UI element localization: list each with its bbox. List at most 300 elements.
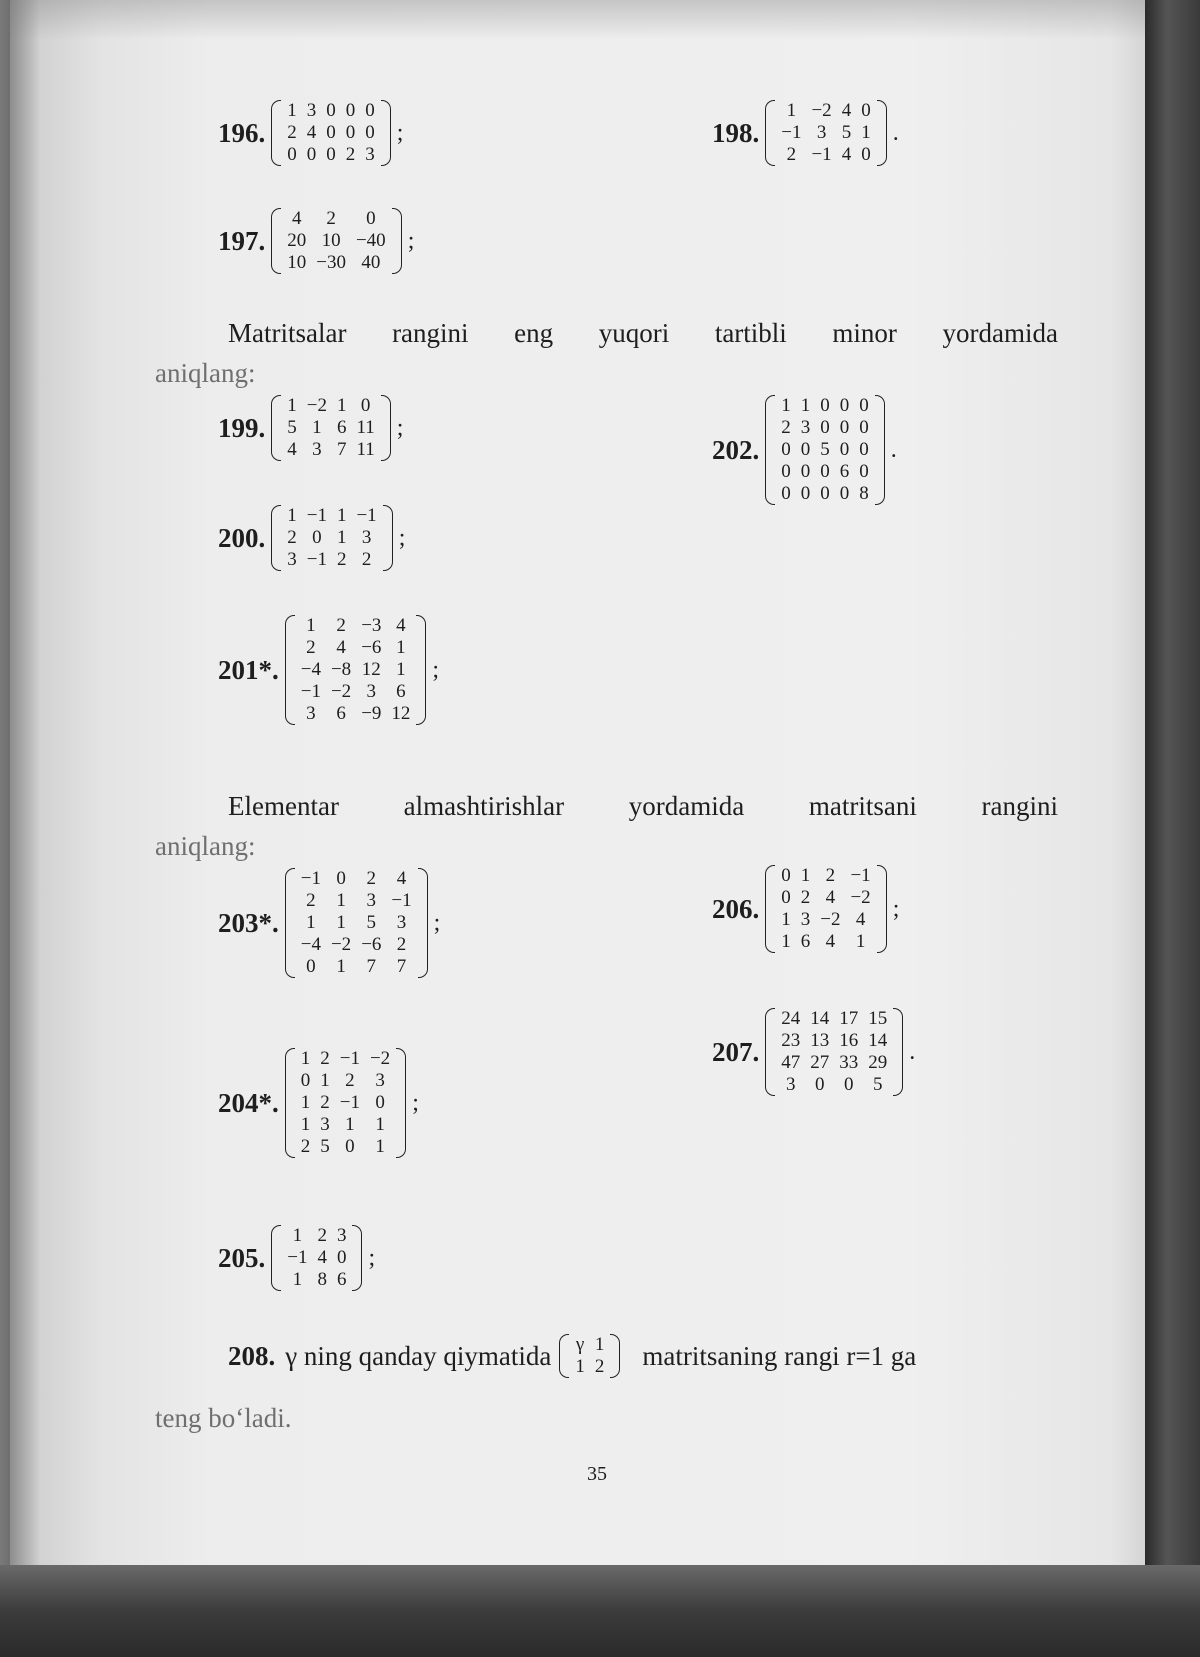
matrix — [271, 505, 392, 571]
matrix-cell: 1 — [320, 1070, 330, 1091]
matrix-cell: 16 — [839, 1030, 859, 1051]
matrix-row — [282, 1247, 351, 1269]
punctuation: ; — [432, 656, 440, 683]
matrix-row — [282, 549, 381, 571]
matrix-table — [282, 208, 390, 274]
matrix-table — [282, 395, 380, 461]
punctuation: ; — [396, 414, 404, 441]
matrix-row — [776, 1074, 892, 1096]
matrix-cell: 0 — [365, 100, 375, 121]
matrix-cell: 8 — [859, 483, 869, 504]
matrix-row — [296, 912, 417, 934]
matrix-cell: 1 — [781, 395, 791, 416]
matrix-row — [296, 659, 416, 681]
matrix-cell: 4 — [841, 144, 852, 165]
matrix-row — [296, 1092, 395, 1114]
problem-198 — [712, 100, 899, 166]
punctuation: ; — [412, 1089, 419, 1116]
problem-number: 207. — [712, 1036, 760, 1067]
matrix — [271, 100, 391, 166]
word: yuqori — [598, 318, 670, 348]
bottom-page-edge — [0, 1565, 1200, 1657]
matrix — [271, 208, 401, 274]
matrix-cell: −1 — [287, 1247, 308, 1268]
matrix-table — [282, 1225, 351, 1291]
matrix-cell: 1 — [375, 1114, 385, 1135]
matrix-row — [282, 417, 380, 439]
matrix-cell: 2 — [345, 144, 356, 165]
problem-208-text-before: γ ning qanday qiymatida — [285, 1340, 552, 1371]
matrix-cell: 2 — [345, 1070, 355, 1091]
matrix-cell: 1 — [300, 1092, 311, 1113]
matrix-cell: 5 — [366, 912, 377, 933]
matrix-cell: 0 — [820, 461, 830, 482]
matrix-cell: 4 — [396, 615, 406, 636]
matrix-cell: 47 — [781, 1052, 801, 1073]
problem-208-line2: teng bo‘ladi. — [155, 1403, 292, 1433]
matrix-cell: 1 — [306, 912, 316, 933]
word: yordamida — [628, 791, 745, 821]
matrix-row — [776, 1008, 892, 1030]
matrix-cell: 29 — [868, 1052, 888, 1073]
matrix-cell: −9 — [361, 703, 382, 724]
matrix-row — [776, 417, 874, 439]
matrix-cell: 0 — [306, 956, 316, 977]
matrix-cell: 1 — [855, 931, 866, 952]
matrix-row — [570, 1334, 609, 1356]
matrix-cell: 4 — [855, 909, 866, 930]
matrix-cell: 0 — [375, 1092, 385, 1113]
matrix — [765, 1008, 903, 1096]
matrix-cell: 4 — [317, 1247, 327, 1268]
matrix-cell: −8 — [330, 659, 352, 680]
matrix-cell: 8 — [317, 1269, 327, 1290]
matrix-cell: 0 — [312, 527, 322, 548]
matrix-cell: 14 — [868, 1030, 888, 1051]
word: minor — [832, 318, 897, 348]
matrix-cell: 2 — [326, 208, 336, 229]
punctuation: . — [892, 119, 899, 146]
matrix-cell: 15 — [868, 1008, 888, 1029]
matrix-row — [776, 100, 875, 122]
matrix-cell: −1 — [300, 681, 321, 702]
problem-197 — [218, 208, 414, 274]
matrix-cell: 0 — [820, 395, 830, 416]
matrix-row — [282, 1269, 351, 1291]
matrix — [285, 868, 428, 978]
matrix-cell: 2 — [300, 1136, 311, 1157]
matrix-cell: 2 — [336, 549, 347, 570]
matrix-cell: 40 — [361, 252, 381, 273]
matrix-cell: 1 — [345, 1114, 355, 1135]
problem-201 — [218, 615, 439, 725]
matrix-cell: 1 — [312, 417, 322, 438]
matrix-cell: −2 — [811, 100, 832, 121]
matrix-cell: 0 — [839, 439, 850, 460]
top-shadow — [10, 0, 1145, 40]
matrix-row — [282, 208, 390, 230]
matrix-cell: 13 — [810, 1030, 830, 1051]
matrix-row — [282, 395, 380, 417]
matrix-cell: 10 — [287, 252, 307, 273]
matrix-table — [296, 1048, 395, 1158]
word: matritsani — [808, 791, 917, 821]
matrix-row — [296, 956, 417, 978]
problem-207 — [712, 1008, 915, 1096]
matrix-row — [776, 144, 875, 166]
matrix-cell: −2 — [820, 909, 841, 930]
matrix-row — [776, 483, 874, 505]
matrix-cell: −30 — [316, 252, 346, 273]
matrix-row — [296, 1114, 395, 1136]
matrix-cell: 1 — [396, 659, 406, 680]
matrix-row — [776, 865, 875, 887]
matrix-cell: 0 — [820, 483, 830, 504]
matrix-cell: 4 — [825, 887, 836, 908]
matrix-row — [282, 439, 380, 461]
matrix-row — [296, 1048, 395, 1070]
matrix-cell: 6 — [336, 417, 347, 438]
problem-205 — [218, 1225, 375, 1291]
matrix-row — [296, 703, 416, 725]
matrix-cell: 3 — [396, 912, 407, 933]
matrix-cell: 0 — [326, 122, 336, 143]
matrix-cell: 0 — [800, 483, 811, 504]
matrix-cell: 2 — [781, 417, 791, 438]
punctuation: . — [890, 436, 897, 463]
matrix-cell: 3 — [366, 890, 377, 911]
matrix-cell: 0 — [365, 122, 375, 143]
matrix-cell: 11 — [356, 417, 375, 438]
matrix-cell: 0 — [345, 1136, 355, 1157]
matrix-cell: 0 — [366, 208, 376, 229]
matrix-cell: −1 — [339, 1048, 360, 1069]
matrix-cell: 17 — [839, 1008, 859, 1029]
matrix-cell: 0 — [781, 439, 791, 460]
punctuation: ; — [433, 909, 441, 936]
matrix-cell: 4 — [841, 100, 852, 121]
matrix-cell: 2 — [396, 934, 407, 955]
matrix-cell: 0 — [306, 144, 317, 165]
matrix-cell: 1 — [292, 1269, 303, 1290]
matrix-table — [570, 1334, 609, 1378]
matrix-cell: 5 — [287, 417, 297, 438]
matrix-cell: 0 — [839, 483, 850, 504]
matrix-cell: 0 — [336, 1247, 347, 1268]
matrix-cell: 1 — [336, 912, 346, 933]
matrix-cell: 1 — [781, 931, 791, 952]
matrix-row — [776, 887, 875, 909]
intro-minor-line1 — [228, 315, 1058, 351]
matrix-cell: 0 — [300, 1070, 311, 1091]
matrix-cell: −1 — [391, 890, 412, 911]
matrix-cell: 5 — [320, 1136, 330, 1157]
matrix-cell: 7 — [336, 439, 347, 460]
matrix-cell: 10 — [321, 230, 341, 251]
word: rangini — [392, 318, 469, 348]
matrix-cell: 14 — [810, 1008, 830, 1029]
matrix-row — [776, 122, 875, 144]
matrix-cell: 0 — [859, 439, 869, 460]
matrix-cell: 0 — [859, 461, 869, 482]
matrix-cell: 3 — [786, 1074, 796, 1095]
matrix-cell: 20 — [287, 230, 307, 251]
matrix-row — [282, 100, 380, 122]
matrix-cell: 4 — [396, 868, 407, 889]
matrix-cell: 0 — [781, 461, 791, 482]
matrix-cell: 2 — [306, 890, 316, 911]
matrix-cell: 1 — [287, 395, 297, 416]
matrix-cell: 1 — [336, 527, 347, 548]
matrix-cell: 2 — [366, 868, 377, 889]
matrix-cell: 4 — [306, 122, 317, 143]
matrix-cell: 1 — [375, 1136, 385, 1157]
matrix-cell: −2 — [850, 887, 871, 908]
matrix-cell: 4 — [292, 208, 302, 229]
word: tartibli — [714, 318, 787, 348]
matrix-cell: 2 — [336, 615, 346, 636]
matrix-row — [776, 439, 874, 461]
matrix — [765, 395, 885, 505]
problem-number: 198. — [712, 117, 760, 148]
matrix-row — [776, 1030, 892, 1052]
matrix-cell: 11 — [356, 439, 375, 460]
matrix-cell: 1 — [336, 890, 346, 911]
punctuation: . — [909, 1038, 916, 1065]
word: Elementar — [228, 791, 339, 821]
matrix-cell: 2 — [287, 122, 297, 143]
matrix-cell: −2 — [330, 681, 352, 702]
matrix-row — [282, 527, 381, 549]
matrix-cell: 0 — [800, 439, 811, 460]
matrix-cell: 1 — [306, 615, 316, 636]
matrix-cell: 2 — [287, 527, 297, 548]
matrix-cell: 3 — [366, 681, 377, 702]
matrix-cell: −2 — [330, 934, 352, 955]
matrix-cell: 33 — [839, 1052, 859, 1073]
matrix-cell: −40 — [355, 230, 386, 251]
matrix-row — [570, 1356, 609, 1378]
matrix-cell: 3 — [800, 909, 811, 930]
matrix-cell: 2 — [320, 1048, 330, 1069]
matrix-row — [282, 505, 381, 527]
matrix-cell: 12 — [361, 659, 381, 680]
matrix-row — [776, 931, 875, 953]
matrix-cell: 6 — [336, 703, 346, 724]
word: eng — [514, 318, 554, 348]
matrix — [285, 615, 427, 725]
matrix-cell: −1 — [781, 122, 802, 143]
matrix — [765, 100, 886, 166]
matrix-cell: 1 — [786, 100, 797, 121]
matrix-cell: 3 — [336, 1225, 347, 1246]
matrix-row — [776, 1052, 892, 1074]
punctuation: ; — [407, 227, 415, 254]
problem-number: 199. — [218, 412, 266, 443]
matrix — [271, 395, 391, 461]
matrix-row — [776, 395, 874, 417]
matrix-cell: 27 — [810, 1052, 830, 1073]
matrix-cell: 2 — [786, 144, 797, 165]
matrix-cell: 3 — [312, 439, 322, 460]
matrix-cell: 0 — [861, 100, 871, 121]
matrix — [559, 1334, 620, 1378]
matrix-cell: −6 — [361, 637, 382, 658]
matrix-cell: 3 — [365, 144, 375, 165]
matrix-cell: 1 — [800, 395, 811, 416]
matrix-cell: 3 — [375, 1070, 385, 1091]
matrix-cell: 2 — [594, 1356, 605, 1377]
problem-203 — [218, 868, 440, 978]
matrix-row — [776, 909, 875, 931]
matrix-cell: 1 — [781, 909, 791, 930]
matrix-cell: 3 — [361, 527, 372, 548]
matrix-cell: 1 — [287, 100, 297, 121]
word: Matritsalar — [228, 318, 347, 348]
matrix-cell: 1 — [336, 505, 347, 526]
matrix-cell: 1 — [575, 1356, 585, 1377]
matrix-cell: 0 — [781, 887, 791, 908]
problem-196 — [218, 100, 403, 166]
matrix-cell: −1 — [306, 549, 327, 570]
matrix-cell: 1 — [396, 637, 406, 658]
problem-number: 208. — [228, 1340, 276, 1371]
matrix-cell: −4 — [300, 659, 321, 680]
matrix-cell: γ — [575, 1334, 585, 1355]
matrix-cell: 1 — [300, 1114, 311, 1135]
matrix-cell: 5 — [820, 439, 830, 460]
matrix — [765, 865, 886, 953]
matrix-row — [282, 230, 390, 252]
matrix-cell: 0 — [781, 865, 791, 886]
matrix — [271, 1225, 362, 1291]
intro-elementary-line1 — [228, 788, 1058, 824]
problem-number: 196. — [218, 117, 266, 148]
matrix-cell: 0 — [859, 395, 869, 416]
matrix-cell: 3 — [287, 549, 297, 570]
matrix-cell: 0 — [844, 1074, 854, 1095]
matrix-cell: 0 — [326, 144, 336, 165]
problem-202 — [712, 395, 897, 505]
problem-number: 203*. — [218, 907, 279, 938]
matrix-row — [296, 890, 417, 912]
problem-number: 206. — [712, 893, 760, 924]
matrix-table — [296, 615, 416, 725]
matrix-cell: 2 — [361, 549, 372, 570]
matrix-cell: 1 — [861, 122, 871, 143]
matrix-cell: 4 — [336, 637, 346, 658]
problem-number: 205. — [218, 1242, 266, 1273]
matrix-cell: 4 — [287, 439, 297, 460]
matrix-row — [776, 461, 874, 483]
word: almashtirishlar — [403, 791, 565, 821]
matrix-cell: 24 — [781, 1008, 801, 1029]
matrix-cell: −2 — [369, 1048, 391, 1069]
matrix-cell: 23 — [781, 1030, 801, 1051]
problem-204 — [218, 1048, 419, 1158]
word: yordamida — [942, 318, 1058, 348]
right-page-edge — [1145, 0, 1200, 1657]
matrix-cell: 1 — [287, 505, 297, 526]
matrix-cell: 12 — [391, 703, 411, 724]
matrix-cell: 2 — [317, 1225, 327, 1246]
matrix-cell: 1 — [336, 395, 347, 416]
matrix-cell: 3 — [320, 1114, 330, 1135]
matrix-cell: 3 — [816, 122, 827, 143]
matrix-row — [282, 144, 380, 166]
matrix-cell: −1 — [306, 505, 327, 526]
matrix-cell: −3 — [361, 615, 382, 636]
matrix-cell: 2 — [825, 865, 836, 886]
matrix-cell: −1 — [811, 144, 832, 165]
matrix-cell: 5 — [873, 1074, 883, 1095]
word: rangini — [981, 791, 1058, 821]
matrix-cell: 1 — [292, 1225, 303, 1246]
matrix-cell: 3 — [306, 703, 316, 724]
matrix-cell: 0 — [360, 395, 371, 416]
matrix-cell: 1 — [594, 1334, 605, 1355]
intro-minor-line2: aniqlang: — [155, 358, 256, 388]
matrix-cell: 6 — [839, 461, 850, 482]
matrix-cell: 1 — [336, 956, 346, 977]
matrix-table — [282, 505, 381, 571]
punctuation: ; — [892, 895, 900, 922]
matrix-cell: 5 — [841, 122, 852, 143]
matrix-cell: 0 — [287, 144, 297, 165]
matrix-cell: −1 — [339, 1092, 360, 1113]
matrix-cell: 0 — [800, 461, 811, 482]
problem-number: 200. — [218, 522, 266, 553]
matrix-cell: 0 — [336, 868, 346, 889]
problem-number: 204*. — [218, 1087, 279, 1118]
intro-elementary-line2: aniqlang: — [155, 831, 256, 861]
matrix-cell: 7 — [396, 956, 407, 977]
problem-208-text-after: matritsaning rangi r=1 ga — [642, 1340, 917, 1371]
matrix-cell: −1 — [356, 505, 377, 526]
matrix-cell: 0 — [815, 1074, 825, 1095]
matrix-cell: 0 — [781, 483, 791, 504]
matrix-cell: 0 — [326, 100, 336, 121]
matrix-table — [776, 1008, 892, 1096]
matrix-cell: −4 — [300, 934, 321, 955]
matrix-cell: 0 — [861, 144, 871, 165]
matrix-cell: 3 — [306, 100, 317, 121]
punctuation: ; — [398, 524, 406, 551]
matrix-cell: 2 — [306, 637, 316, 658]
matrix-cell: 2 — [800, 887, 811, 908]
matrix-table — [296, 868, 417, 978]
matrix-table — [776, 865, 875, 953]
matrix-cell: −6 — [361, 934, 382, 955]
problem-199 — [218, 395, 403, 461]
problem-206 — [712, 865, 899, 953]
matrix-row — [296, 637, 416, 659]
matrix-table — [776, 395, 874, 505]
matrix-table — [282, 100, 380, 166]
matrix-cell: 0 — [839, 417, 850, 438]
problem-number: 201*. — [218, 654, 279, 685]
page-number: 35 — [587, 1463, 607, 1485]
matrix-cell: 0 — [345, 122, 356, 143]
matrix-cell: 6 — [800, 931, 811, 952]
matrix-cell: 2 — [320, 1092, 330, 1113]
matrix-row — [296, 934, 417, 956]
matrix-cell: 4 — [825, 931, 836, 952]
punctuation: ; — [396, 119, 404, 146]
matrix — [285, 1048, 406, 1158]
matrix-cell: 1 — [800, 865, 811, 886]
matrix-cell: 7 — [366, 956, 377, 977]
